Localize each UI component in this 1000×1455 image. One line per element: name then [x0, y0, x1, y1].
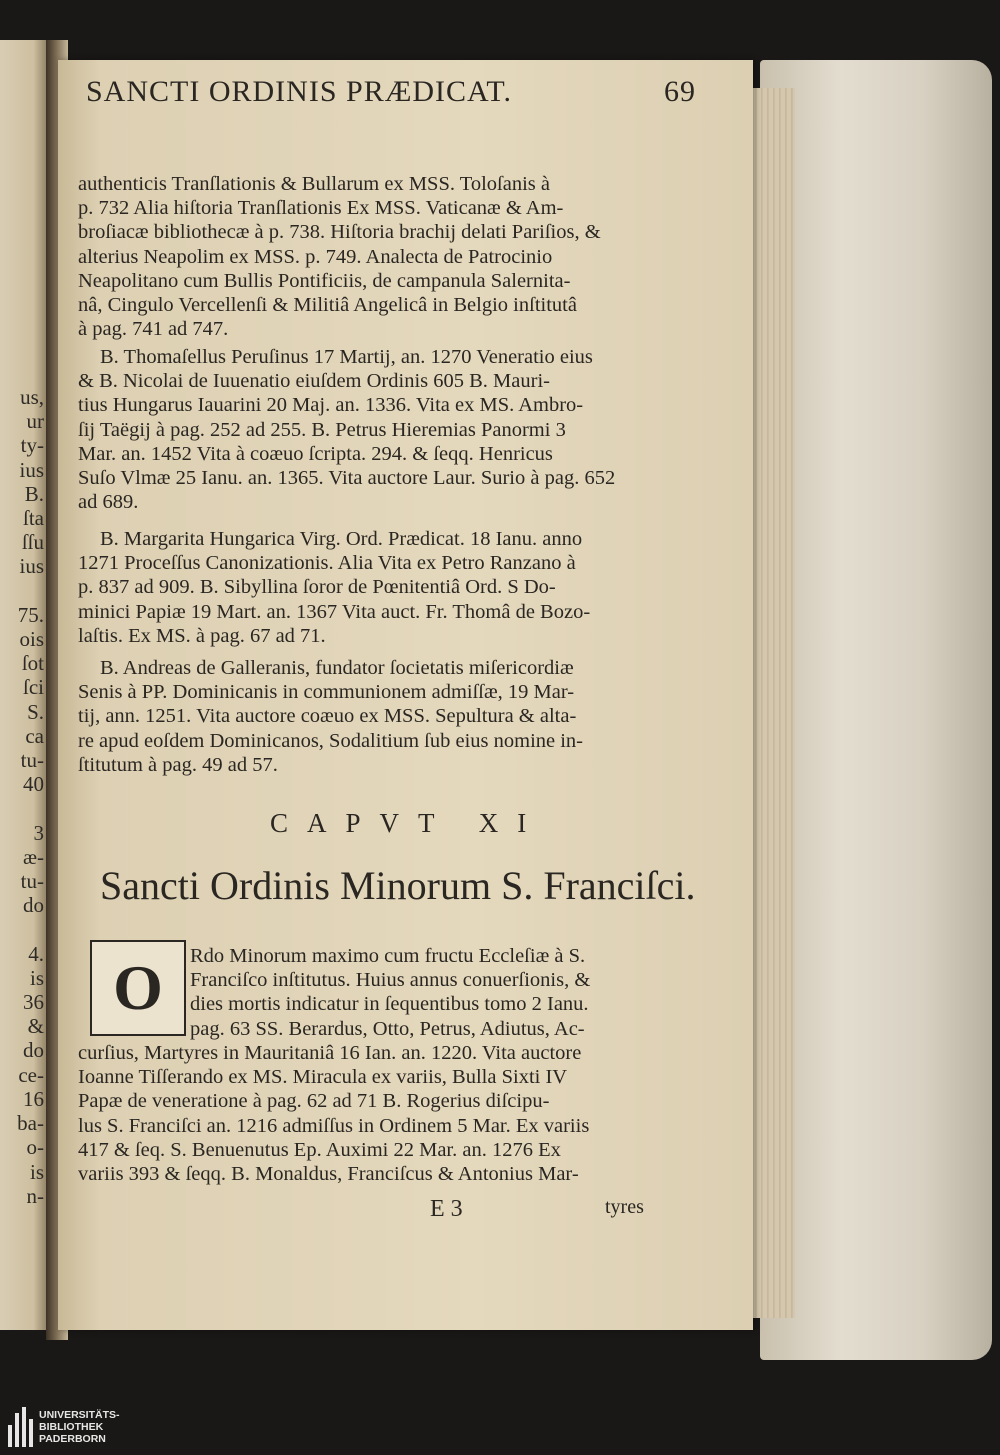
text-line: re apud eoſdem Dominicanos, Sodalitium ſub eius nomine in- — [78, 729, 584, 752]
facing-page-fragment: n- — [26, 1183, 44, 1208]
initial-letter: O — [113, 952, 163, 1023]
text-line: laſtis. Ex MS. à pag. 67 ad 71. — [78, 624, 326, 647]
text-line: Neapolitano cum Bullis Pontificiis, de campanula Salernita- — [78, 269, 571, 292]
facing-page-fragment: ba- — [17, 1111, 44, 1136]
facing-page-fragment — [0, 796, 44, 820]
text-line: à pag. 741 ad 747. — [78, 318, 229, 341]
facing-page-fragment: is — [29, 1159, 44, 1184]
logo-text — [39, 1409, 120, 1445]
facing-page-fragment: do — [23, 893, 44, 918]
text-line: 417 & ſeq. S. Benuenutus Ep. Auximi 22 Mar. an. 1276 Ex — [78, 1138, 561, 1161]
text-line: 1271 Proceſſus Canonizationis. Alia Vita ex Petro Ranzano à — [78, 552, 576, 575]
facing-page-fragment: ſci — [23, 675, 44, 700]
facing-page-fragment: ſta — [23, 506, 44, 531]
facing-page-fragment: ius — [19, 554, 44, 579]
text-line: minici Papiæ 19 Mart. an. 1367 Vita auct. Fr. Thomâ de Bozo- — [78, 600, 591, 623]
facing-page-fragment: S. — [27, 699, 44, 724]
text-line: pag. 63 SS. Berardus, Otto, Petrus, Adiutus, Ac- — [190, 1017, 585, 1040]
text-line: tij, ann. 1251. Vita auctore coæuo ex MSS. Sepultura & alta- — [78, 705, 577, 728]
facing-page-fragment: us, — [20, 385, 44, 409]
logo-bars-icon — [8, 1407, 33, 1447]
text-line: B. Thomaſellus Peruſinus 17 Martij, an. 1270 Veneratio eius — [100, 346, 593, 368]
text-line: nâ, Cingulo Vercellenſi & Militiâ Angelicâ in Belgio inſtitutâ — [78, 294, 577, 316]
logo-line: PADERBORN — [39, 1433, 106, 1445]
text-line: Rdo Minorum maximo cum fructu Eccleſiæ à S. — [190, 945, 586, 967]
text-line: Ioanne Tiſſerando ex MS. Miracula ex variis, Bulla Sixti IV — [78, 1066, 568, 1089]
page-number: 69 — [664, 75, 696, 108]
facing-page-fragment: is — [29, 965, 44, 990]
text-line: dies mortis indicatur in ſequentibus tomo 2 Ianu. — [190, 993, 589, 1016]
running-head-title: SANCTI ORDINIS PRÆDICAT. — [86, 75, 512, 108]
text-line: p. 732 Alia hiſtoria Tranſlationis Ex MSS. Vaticanæ & Am- — [78, 197, 564, 220]
text-line: alterius Neapolim ex MSS. p. 749. Analecta de Patrocinio — [78, 245, 553, 268]
text-line: Senis à PP. Dominicanis in communionem admiſſæ, 19 Mar- — [78, 681, 575, 704]
text-line: ſtitutum à pag. 49 ad 57. — [78, 753, 278, 776]
library-logo — [8, 1405, 158, 1449]
text-line: curſius, Martyres in Mauritaniâ 16 Ian. an. 1220. Vita auctore — [78, 1042, 582, 1064]
text-line: tius Hungarus Iauarini 20 Maj. an. 1336. Vita ex MS. Ambro- — [78, 394, 584, 417]
facing-page-fragment: ca — [25, 723, 44, 748]
facing-page-fragment: 75. — [17, 602, 44, 627]
facing-page-fragment: 4. — [28, 941, 44, 966]
facing-page-fragment: 16 — [23, 1086, 44, 1111]
facing-page-fragment: tu- — [20, 869, 44, 894]
chapter-title: Sancti Ordinis Minorum S. Franciſci. — [100, 863, 696, 908]
text-line: ad 689. — [78, 491, 139, 514]
text-line: Mar. an. 1452 Vita à coæuo ſcripta. 294. & ſeqq. Henricus — [78, 442, 553, 465]
facing-page-fragment: B. — [24, 481, 44, 506]
facing-page-fragment: do — [23, 1038, 44, 1063]
facing-page-text — [0, 385, 44, 1208]
facing-page-fragment — [0, 917, 44, 941]
facing-page-fragment: ur — [26, 409, 44, 434]
text-line: B. Andreas de Galleranis, fundator ſocietatis miſericordiæ — [100, 657, 574, 679]
chapter-label: CAPVT XI — [270, 808, 546, 838]
facing-page-fragment: 40 — [23, 772, 44, 797]
text-line: ſij Taëgij à pag. 252 ad 255. B. Petrus Hieremias Panormi 3 — [78, 418, 566, 441]
text-line: broſiacæ bibliothecæ à p. 738. Hiſtoria brachij delati Pariſios, & — [78, 221, 601, 244]
facing-page-fragment: tu- — [20, 748, 44, 773]
text-line: Franciſco inſtitutus. Huius annus conuerſionis, & — [190, 969, 591, 992]
facing-page-fragment: ius — [19, 457, 44, 482]
facing-page-fragment: o- — [26, 1135, 44, 1160]
facing-page-fragment: ce- — [18, 1062, 44, 1087]
text-line: lus S. Franciſci an. 1216 admiſſus in Ordinem 5 Mar. Ex variis — [78, 1114, 590, 1137]
text-line: variis 393 & ſeqq. B. Monaldus, Franciſcus & Antonius Mar- — [78, 1163, 579, 1185]
facing-page-fragment: ſſu — [21, 530, 44, 555]
text-line: & B. Nicolai de Iuuenatio eiuſdem Ordinis 605 B. Mauri- — [78, 370, 550, 393]
facing-page-fragment: æ- — [23, 844, 44, 869]
logo-line: UNIVERSITÄTS- — [39, 1409, 120, 1421]
facing-page-fragment — [0, 579, 44, 603]
facing-page-fragment: 3 — [33, 820, 44, 845]
text-line: Papæ de veneratione à pag. 62 ad 71 B. Rogerius diſcipu- — [78, 1090, 550, 1113]
text-line: p. 837 ad 909. B. Sibyllina ſoror de Pœnitentiâ Ord. S Do- — [78, 576, 556, 599]
decorated-initial — [90, 940, 186, 1036]
running-head — [86, 75, 696, 113]
text-line: authenticis Tranſlationis & Bullarum ex MSS. Toloſanis à — [78, 173, 550, 195]
text-line: B. Margarita Hungarica Virg. Ord. Prædicat. 18 Ianu. anno — [100, 528, 583, 550]
facing-page-fragment: & — [27, 1014, 44, 1039]
text-line: Suſo Vlmæ 25 Ianu. an. 1365. Vita auctore Laur. Surio à pag. 652 — [78, 467, 616, 489]
facing-page-left — [0, 40, 48, 1330]
facing-page-fragment: ois — [19, 627, 44, 652]
signature-mark: E 3 — [430, 1196, 463, 1222]
facing-page-fragment: 36 — [23, 990, 44, 1015]
facing-page-fragment: ty- — [20, 433, 44, 458]
catchword: tyres — [605, 1196, 644, 1218]
logo-line: BIBLIOTHEK — [39, 1421, 104, 1433]
facing-page-fragment: ſot — [21, 651, 44, 676]
